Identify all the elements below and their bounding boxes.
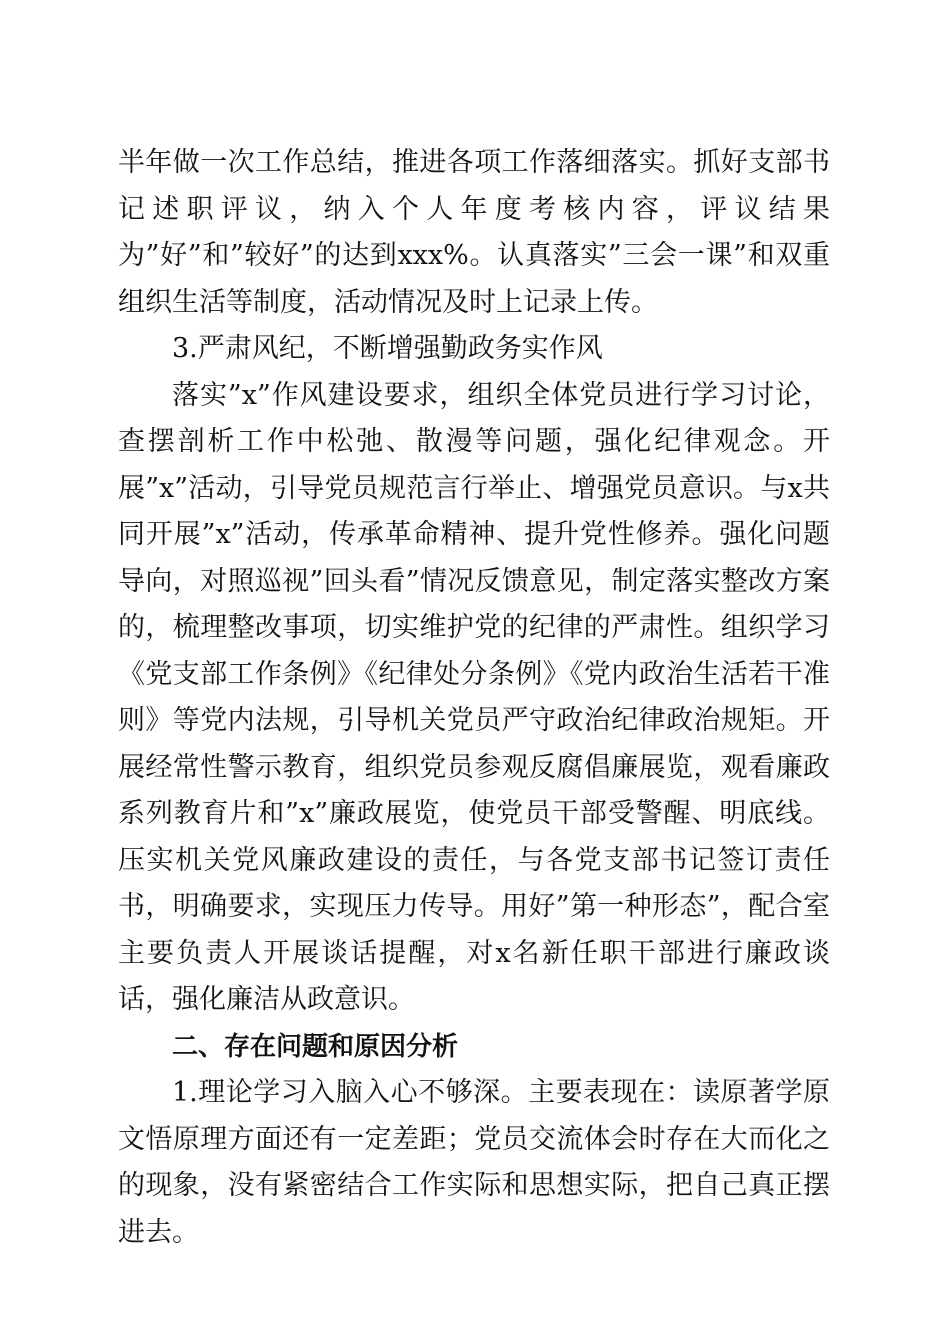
subheading-discipline: 3.严肃风纪，不断增强勤政务实作风	[172, 333, 603, 364]
section-heading-problems: 二、存在问题和原因分析	[172, 1031, 459, 1062]
paragraph-discipline-details: 落实”x”作风建设要求，组织全体党员进行学习讨论，查摆剖析工作中松弛、散漫等问题，强化纪律观念。开展”x”活动，引导党员规范言行举止、增强党员意识。与x共同开展”x”活动，传承革命精神、提升党性修养。强化问题导向，对照巡视”回头看”情况反馈意见，制定落实整改方案的，梳理整改事项，切实维护党的纪律的严肃性。组织学习《党支部工作条例》《纪律处分条例》《党内政治生活若干准则》等党内法规，引导机关党员严守政治纪律政治规矩。开展经常性警示教育，组织党员参观反腐倡廉展览，观看廉政系列教育片和”x”廉政展览，使党员干部受警醒、明底线。压实机关党风廉政建设的责任，与各党支部书记签订责任书，明确要求，实现压力传导。用好”第一种形态”，配合室主要负责人开展谈话提醒，对x名新任职干部进行廉政谈话，强化廉洁从政意识。	[118, 379, 830, 1015]
paragraph-work-summary: 半年做一次工作总结，推进各项工作落细落实。抓好支部书记述职评议，纳入个人年度考核内容，评议结果为”好”和”较好”的达到xxx%。认真落实”三会一课”和双重组织生活等制度，活动情况及时上记录上传。	[118, 147, 830, 318]
paragraph-theory-study: 1.理论学习入脑入心不够深。主要表现在：读原著学原文悟原理方面还有一定差距；党员交流体会时存在大而化之的现象，没有紧密结合工作实际和思想实际，把自己真正摆进去。	[118, 1077, 830, 1248]
document-page	[118, 140, 830, 1256]
